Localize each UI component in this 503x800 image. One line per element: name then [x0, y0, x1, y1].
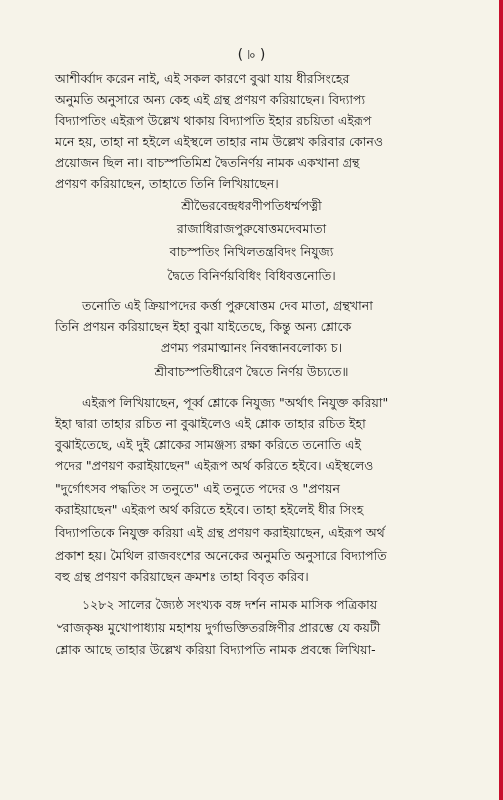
text-line: করাইয়াছেন" এইরূপ অর্থ করিতে হইবে। তাহা হইলেই ধীর সিংহ	[55, 502, 364, 517]
verse-line: রাজাধিরাজপুরুষোত্তমদেবমাতা	[176, 221, 327, 236]
page-number: ( ৷৹ )	[237, 47, 266, 63]
text-line: বিদ্যাপতিকে নিযুক্ত করিয়া এই গ্রন্থ প্রণয়ণ করাইয়াছেন, এইরূপ অর্থ	[55, 525, 385, 540]
text-line: প্রণয়ণ করিয়াছেন, তাহাতে তিনি লিখিয়াছেন।	[55, 176, 279, 191]
text-line: তিনি প্রণয়ন করিয়াছেন ইহা বুঝা যাইতেছে, কিন্তু অন্য শ্লোকে	[55, 319, 352, 334]
text-line: ইহা দ্বারা তাহার রচিত না বুঝাইলেও এই শ্লোক তাহার রচিত ইহা	[55, 416, 366, 431]
text-line: বিদ্যাপতিং এইরূপ উল্লেখ থাকায় বিদ্যাপতি ইহার রচয়িতা এইরূপ	[55, 113, 372, 128]
text-line: অনুমতি অনুসারে অন্য কেহ এই গ্রন্থ প্রণয়ণ করিয়াছেন। বিদ্যাপ্য	[55, 92, 366, 107]
text-line: আশীর্ব্বাদ করেন নাই, এই সকল কারণে বুঝা যায় ধীরসিংহের	[55, 71, 350, 86]
text-line: মনে হয়, তাহা না হইলে এইস্থলে তাহার নাম উল্লেখ করিবার কোনও	[55, 134, 384, 149]
text-line: বুঝাইতেছে, এই দুই শ্লোকের সামঞ্জস্য রক্ষা করিতে তনোতি এই	[55, 437, 361, 452]
text-line: "দুর্গোৎসব পদ্ধতিং স তনুতে" এই তনুতে পদের ও "প্রণয়ন	[55, 481, 340, 496]
verse-line: শ্রীভৈরবেন্দ্রধরণীপতিধর্ম্মপত্নী	[181, 198, 322, 213]
text-line: ১২৮২ সালের জ্যৈষ্ঠ সংখ্যক বঙ্গ দর্শন নামক মাসিক পত্রিকায়	[82, 597, 378, 612]
text-line: পদের "প্রণয়ণ করাইয়াছেন" এইরূপ অর্থ করিতে হইবে। এইস্থলেও	[55, 458, 374, 473]
text-line: শ্লোক আছে তাহার উল্লেখ করিয়া বিদ্যাপতি নামক প্রবন্ধে লিখিয়া-	[55, 642, 376, 657]
text-line: তনোতি এই ক্রিয়াপদের কর্ত্তা পুরুষোত্তম দেব মাতা, গ্রন্থখানা	[82, 298, 373, 313]
text-line: প্রয়োজন ছিল না। বাচস্পতিমিশ্র দ্বৈতনির্ণয় নামক একখানা গ্রন্থ	[55, 155, 360, 170]
text-line: ৺রাজকৃষ্ণ মুখোপাধ্যায় মহাশয় দুর্গাভক্তিতরঙ্গিণীর প্রারম্ভে যে কয়টী	[55, 620, 381, 635]
text-line: বহু গ্রন্থ প্রণয়ণ করিয়াছেন ক্রমশঃ তাহা বিবৃত করিব।	[55, 569, 309, 584]
verse-line: শ্রীবাচস্পতিধীরেণ দ্বৈতে নির্ণয় উচ্যতে॥	[154, 364, 349, 379]
verse-line: প্রণম্য পরমাত্মানং নিবন্ধানবলোক্য চ।	[160, 340, 343, 355]
text-line: এইরূপ লিখিয়াছেন, পূর্ব্ব শ্লোকে নিযুজ্য "অর্থাৎ নিযুক্ত করিয়া"	[82, 395, 389, 410]
verse-line: বাচস্পতিং নিখিলতন্ত্রবিদং নিযুজ্য	[169, 244, 334, 259]
verse-line: দ্বৈতে বিনির্ণয়বিধিং বিধিবত্তনোতি।	[167, 268, 336, 283]
text-line: প্রকাশ হয়। মৈথিল রাজবংশের অনেকের অনুমতি অনুসারে বিদ্যাপতি	[55, 548, 387, 563]
